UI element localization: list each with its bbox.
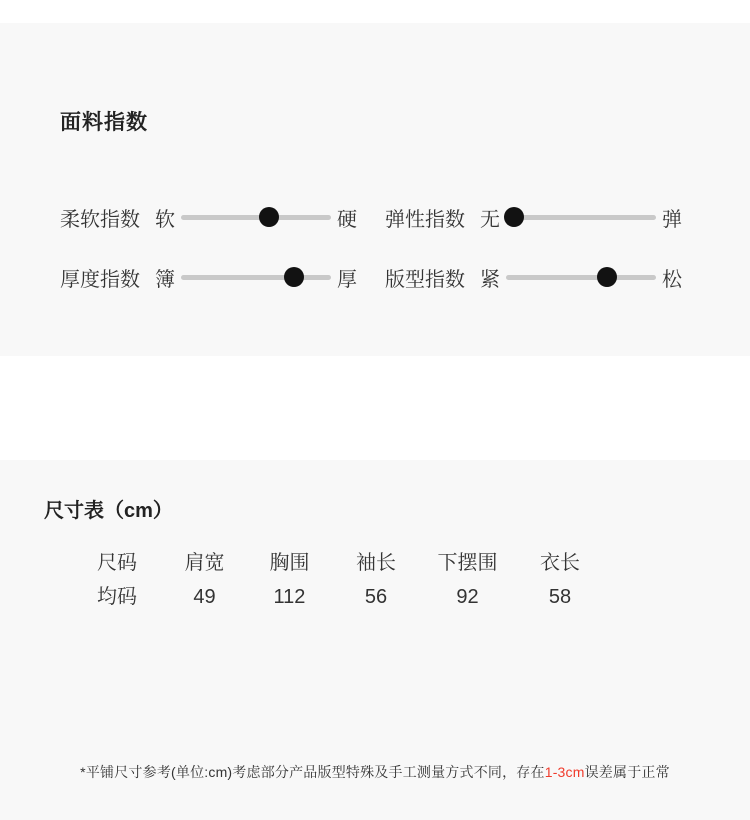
slider-max-label: 厚 (337, 268, 357, 291)
slider-row-fit (385, 262, 682, 292)
size-table (72, 548, 605, 612)
size-table-cell: 92 (456, 586, 479, 608)
slider-min-label: 紧 (480, 268, 500, 291)
elasticity-slider-track (506, 215, 656, 220)
slider-handle-0 (259, 207, 279, 227)
slider-label: 厚度指数 (60, 268, 140, 291)
slider-row-thickness (60, 262, 357, 292)
size-table-cell: 112 (273, 586, 306, 608)
size-chart-section (0, 460, 750, 820)
size-table-cell: 均码 (97, 586, 137, 608)
slider-label: 版型指数 (385, 268, 465, 291)
slider-min-label: 簿 (155, 268, 175, 291)
slider-row-softness (60, 202, 357, 232)
slider-row-elasticity (385, 202, 682, 232)
size-table-cell: 56 (364, 586, 388, 608)
disclaimer-highlight: 1-3cm (544, 764, 585, 780)
slider-handle-3 (597, 267, 617, 287)
size-table-header: 下摆围 (437, 552, 498, 574)
size-table-header: 尺码 (97, 552, 137, 574)
slider-label: 弹性指数 (385, 208, 465, 231)
size-table-header: 袖长 (356, 552, 396, 574)
slider-max-label: 松 (662, 268, 682, 291)
size-table-header: 肩宽 (184, 552, 225, 574)
softness-slider-track (181, 215, 331, 220)
slider-handle-1 (504, 207, 524, 227)
fabric-index-title: 面料指数 (60, 111, 148, 134)
slider-max-label: 弹 (662, 208, 682, 231)
disclaimer-text: 误差属于正常 (584, 764, 670, 780)
slider-max-label: 硬 (337, 208, 357, 231)
size-table-header: 衣长 (540, 552, 580, 574)
size-chart-title: 尺寸表（cm） (44, 500, 173, 522)
slider-min-label: 无 (480, 208, 500, 231)
size-disclaimer (0, 762, 750, 782)
slider-min-label: 软 (155, 208, 175, 231)
size-table-cell: 58 (548, 586, 572, 608)
size-table-header: 胸围 (269, 552, 310, 574)
fabric-index-section (0, 23, 750, 356)
size-table-header-row (72, 548, 605, 578)
thickness-slider-track (181, 275, 331, 280)
size-table-cell: 49 (193, 586, 216, 608)
disclaimer-text: *平铺尺寸参考(单位:cm)考虑部分产品版型特殊及手工测量方式不同，存在 (80, 764, 545, 780)
size-table-row (72, 582, 605, 612)
slider-label: 柔软指数 (60, 208, 140, 231)
slider-handle-2 (284, 267, 304, 287)
fit-slider-track (506, 275, 656, 280)
